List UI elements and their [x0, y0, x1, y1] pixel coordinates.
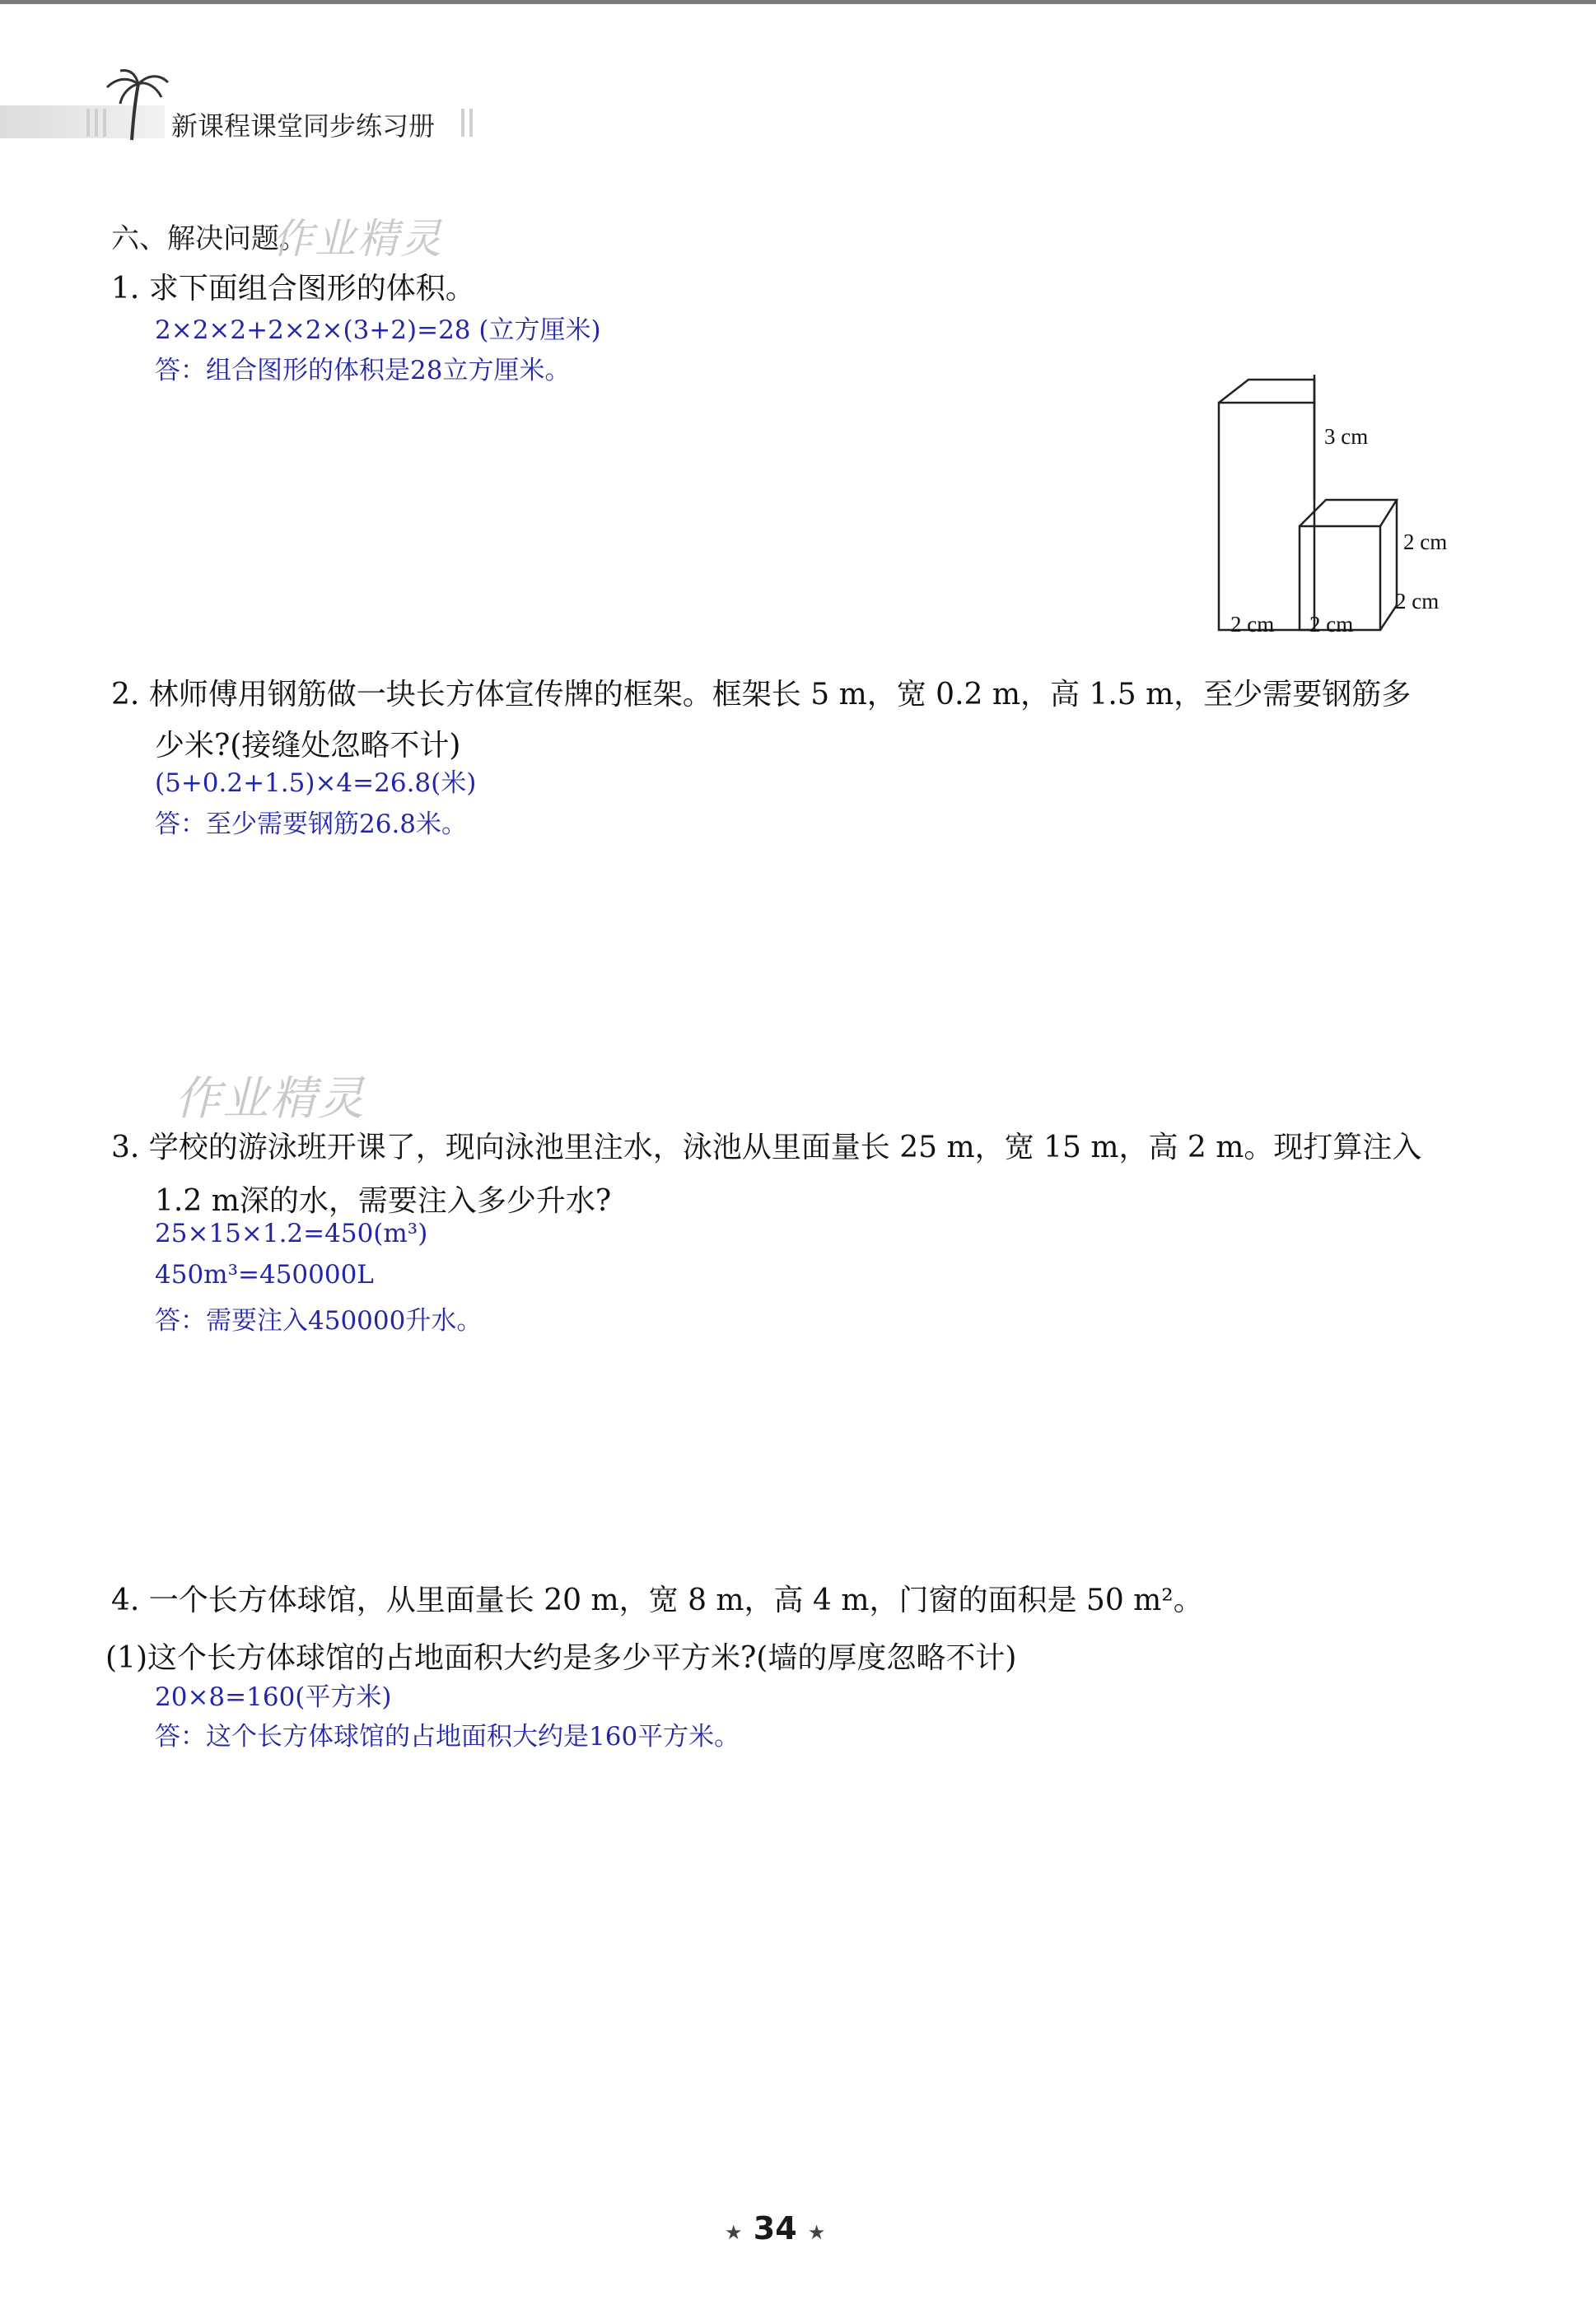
- star-icon-left: ★: [725, 2221, 743, 2244]
- p4-line1: 4. 一个长方体球馆，从里面量长 20 m，宽 8 m，高 4 m，门窗的面积是 50 m²。: [111, 1584, 1203, 1617]
- p2-formula: (5+0.2+1.5)×4=26.8(米): [155, 768, 477, 798]
- palm-tree-icon: [99, 68, 173, 142]
- watermark-top: 作业精灵: [272, 215, 443, 263]
- p2-answer: 答：至少需要钢筋26.8米。: [155, 809, 468, 839]
- p1-question: 1. 求下面组合图形的体积。: [111, 272, 475, 306]
- p3-formula1: 25×15×1.2=450(m³): [155, 1219, 428, 1248]
- composite-solid-figure: [1202, 375, 1474, 646]
- p2-line2: 少米?(接缝处忽略不计): [155, 729, 461, 763]
- label-height-3cm: 3 cm: [1324, 424, 1369, 449]
- p2-line1: 2. 林师傅用钢筋做一块长方体宣传牌的框架。框架长 5 m，宽 0.2 m，高 1.5 m，至少需要钢筋多: [111, 678, 1412, 711]
- p1-answer: 答：组合图形的体积是28立方厘米。: [155, 356, 571, 385]
- p3-line1: 3. 学校的游泳班开课了，现向泳池里注水，泳池从里面量长 25 m，宽 15 m，高 2 m。现打算注入: [111, 1131, 1422, 1164]
- p3-formula2: 450m³=450000L: [155, 1260, 374, 1290]
- header-title: 新课程课堂同步练习册: [171, 110, 436, 142]
- label-side-2cm: 2 cm: [1403, 530, 1448, 554]
- p4-sub1: (1)这个长方体球馆的占地面积大约是多少平方米?(墙的厚度忽略不计): [105, 1641, 1017, 1675]
- page-number-block: [725, 2210, 825, 2246]
- p1-formula: 2×2×2+2×2×(3+2)=28 (立方厘米): [155, 315, 601, 345]
- section-title: 六、解决问题。: [111, 222, 307, 255]
- p4-formula: 20×8=160(平方米): [155, 1682, 392, 1712]
- label-width2-2cm: 2 cm: [1309, 612, 1354, 637]
- label-width1-2cm: 2 cm: [1230, 612, 1275, 637]
- page-number: 34: [753, 2210, 797, 2246]
- top-rule: [0, 0, 1596, 4]
- watermark-middle: 作业精灵: [175, 1072, 366, 1126]
- p4-answer: 答：这个长方体球馆的占地面积大约是160平方米。: [155, 1722, 740, 1752]
- label-depth-2cm: 2 cm: [1395, 589, 1440, 613]
- p3-line2: 1.2 m深的水，需要注入多少升水?: [155, 1184, 612, 1218]
- header-bars-right: [461, 109, 478, 140]
- star-icon-right: ★: [807, 2221, 826, 2244]
- p3-answer: 答：需要注入450000升水。: [155, 1306, 483, 1336]
